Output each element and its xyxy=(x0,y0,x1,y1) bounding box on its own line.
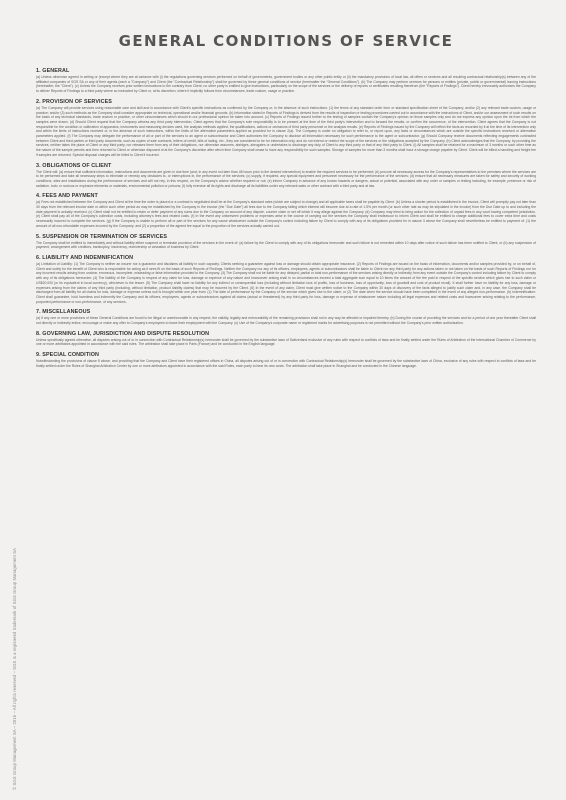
section-body: (a) Fees not established between the Company and Client at the time the order is placed or a contract is negotiated shall be at the Company's standard rates (which are subject to change) and all applicable taxes shall be payable by Client. (b) Unless a shorter period is established in the invoice, Client will promptly pay not later than 30 days from the relevant invoice date or within such other period as may be established by the Company in the invoice (the "Due Date") all fees due to the Company failing which interest will become due at a rate of 1.5% per month (or such other rate as may be stipulated in the invoice) from the Due Date up to and including the date payment is actually received. (c) Client shall not be entitled to retain or defer payment of any sums due to the Company on account of any dispute, counter claim or set off which it may allege against the Company. (d) Company may elect to bring action for the collection of unpaid fees in any court having competent jurisdiction. (e) Client shall pay all of the Company's collection costs, including attorney's fees and related costs. (f) In the event any unforeseen problems or expenses arise in the course of carrying out the services the Company shall endeavour to inform Client and shall be entitled to charge additional fees to cover extra time and costs necessarily incurred to complete the services. (g) If the Company is unable to perform all or part of the services for any cause whatsoever outside the Company's control including failure by Client to comply with any of its obligations provided for in clause 3 above the Company shall nevertheless be entitled to payment of: (1) the amount of all non-refundable expenses incurred by the Company; and (2) a proportion of the agreed fee equal to the proportion of the services actually carried out. xyxy=(36,200,536,228)
section-heading: 4. FEES AND PAYMENT xyxy=(36,193,98,200)
section-4 xyxy=(36,193,536,228)
section-2 xyxy=(36,99,536,158)
section-heading: 8. GOVERNING LAW, JURISDICTION AND DISPUTE RESOLUTION xyxy=(36,330,210,337)
section-body: (a) If any one or more provisions of these General Conditions are found to be illegal or unenforceable in any respect, the validity, legality and enforceability of the remaining provisions shall not in any way be affected or impaired thereby. (b) During the course of providing the services and for a period of one year thereafter Client shall not directly or indirectly entice, encourage or make any offer to Company's employees to leave their employment with the Company. (c) Use of the Company's corporate name or registered marks for advertising purposes is not permitted without the Company's prior written authorisation. xyxy=(36,316,536,326)
section-3 xyxy=(36,163,536,189)
section-body: The Company shall be entitled to immediately and without liability either suspend or terminate provision of the services in the event of: (a) failure by the Client to comply with any of its obligations hereunder and such failure is not remedied within 10 days after notice of such failure has been notified to Client; or (b) any suspension of payment, arrangement with creditors, bankruptcy, insolvency, receivership or cessation of business by Client. xyxy=(36,240,536,250)
document-title: GENERAL CONDITIONS OF SERVICE xyxy=(118,32,454,50)
section-heading: 5. SUSPENSION OR TERMINATION OF SERVICES xyxy=(36,233,168,240)
copyright-sidebar: © SGS Group Management SA – 2016 – All rights reserved – SGS is a registered trademark of SGS Group Management SA xyxy=(12,547,17,790)
section-heading: 2. PROVISION OF SERVICES xyxy=(36,98,112,105)
section-body: Notwithstanding the provisions of clause 8 above, and providing that the Company and Client have their registered offices in China, all disputes arising out of or in connection with Contractual Relationship(s) hereunder shall be governed by the substantive laws of China, exclusive of any rules with respect to conflicts of laws and be finally settled under the Rules of Shanghai Arbitration Center by one or more arbitrators appointed in accordance with the said Rules, each party to bear its own costs. The arbitration shall take place in Shanghai and be conducted in the Chinese language. xyxy=(36,359,536,368)
section-heading: 3. OBLIGATIONS OF CLIENT xyxy=(36,162,112,169)
section-body: (a) The Company will provide services using reasonable care and skill and in accordance with Client's specific instructions as confirmed by the Company or, in the absence of such instructions: (1) the terms of any standard order form or standard specification sheet of the Company; and/or (2) any relevant trade custom, usage or practice; and/or (3) such methods as the Company shall consider appropriate on technical, operational and/or financial grounds. (b) Information stated in Reports of Findings is derived from the results of inspection or testing procedures carried out in accordance with the instructions of Client, and/or our assessment of such results on the basis of any technical standards, trade custom or practice, or other circumstances which should in our professional opinion be taken into account. (c) Reports of Findings issued further to the testing of samples contain the Company's opinion on those samples only and do not express any opinion upon the lot from which the samples were drawn. (d) Should Client request that the Company witness any third party intervention, Client agrees that the Company's sole responsibility is to be present at the time of the third party's intervention and to forward the results, or confirm the occurrence, of the intervention. Client agrees that the Company is not responsible for the condition or calibration of apparatus, instruments and measuring devices used, the analysis methods applied, the qualifications, actions or omissions of third party personnel or the analysis results. (e) Reports of Findings issued by the Company will reflect the facts as recorded by it at the time of its intervention only and within the limits of instructions received or, in the absence of such instructions, within the limits of the alternative parameters applied as provided for in clause 2(a). The Company is under no obligation to refer to, or report upon, any facts or circumstances which are outside the specific instructions received or alternative parameters applied. (f) The Company may delegate the performance of all or part of the services to an agent or subcontractor and Client authorizes the Company to disclose all information necessary for such performance to the agent or subcontractor. (g) Should Company receive documents reflecting engagements contracted between Client and third parties or third party documents, such as copies of sale contracts, letters of credit, bills of lading, etc., they are considered to be for information only, and do not extend or restrict the scope of the services or the obligations accepted by the Company. (h) Client acknowledges that the Company, by providing the services, neither takes the place of Client or any third party, nor releases them from any of their obligations, nor otherwise assumes, abridges, abrogates or undertakes to discharge any duty of Client to any third party or that of any third party to Client. (i) All samples shall be retained for a maximum of 3 months or such other time as the nature of the sample permits and then returned to Client or otherwise disposed of at the Company's discretion after which time Company shall cease to have any responsibility for such samples. Storage of samples for more than 3 months shall incur a storage charge payable by Client. Client will be billed a handling and freight fee if samples are returned. Special disposal charges will be billed to Client if incurred. xyxy=(36,105,536,157)
section-9 xyxy=(36,352,536,368)
section-6 xyxy=(36,255,536,304)
section-body: (a) Limitation of Liability: (1) The Company is neither an insurer nor a guarantor and disclaims all liability in such capacity. Clients seeking a guarantee against loss or damage should obtain appropriate insurance. (2) Reports of Findings are issued on the basis of information, documents and/or samples provided by, or on behalf of, Client and solely for the benefit of Client who is responsible for acting as it sees fit on the basis of such Reports of Findings. Neither the Company nor any of its officers, employees, agents or subcontractors shall be liable to Client nor any third party for any actions taken or not taken on the basis of such Reports of Findings nor for any incorrect results arising from unclear, erroneous, incomplete, misleading or false information provided to the Company. (3) The Company shall not be liable for any delayed, partial or total non-performance of the services arising directly or indirectly from any event outside the Company's control including failure by Client to comply with any of its obligations hereunder. (4) The liability of the Company in respect of any claim for loss, damage or expense of any nature and howsoever arising shall in no circumstances exceed a total aggregate sum equal to 10 times the amount of the fee paid in respect of the specific service which gives rise to such claim or US$20,000 (or its equivalent in local currency), whichever is the lesser. (5) The Company shall have no liability for any indirect or consequential loss (including without limitation loss of profits, loss of business, loss of opportunity, loss of goodwill and cost of product recall). It shall further have no liability for any loss, damage or expenses arising from the claims of any third party (including, without limitation, product liability claims) that may be incurred by the Client. (6) In the event of any claim, Client must give written notice to the Company within 30 days of discovery of the facts alleged to justify such claim and, in any case, the Company shall be discharged from all liability for all claims for loss, damage or expense unless suit is brought within one year from: (1) The date of performance by the Company of the service which gives rise to the claim; or (2) The date when the service should have been completed in the event of any alleged non-performance. (b) Indemnification: Client shall guarantee, hold harmless and indemnify the Company and its officers, employees, agents or subcontractors against all claims (actual or threatened) by any third party for loss, damage or expense of whatsoever nature including all legal expenses and related costs and howsoever arising relating to the performance, purported performance or non-performance, of any services. xyxy=(36,261,536,304)
section-body: Unless specifically agreed otherwise, all disputes arising out of or in connection with Contractual Relationship(s) hereunder shall be governed by the substantive laws of Switzerland exclusive of any rules with respect to conflicts of laws and be finally settled under the Rules of Arbitration of the International Chamber of Commerce by one or more arbitrators appointed in accordance with the said rules. The arbitration shall take place in Paris (France) and be conducted in the English language. xyxy=(36,337,536,347)
section-7 xyxy=(36,309,536,325)
section-heading: 1. GENERAL xyxy=(36,68,70,74)
section-5 xyxy=(36,234,536,250)
section-body: (a) Unless otherwise agreed in writing or (except where they are at variance with (i) the regulations governing services performed on behalf of governments, government bodies or any other public entity or (ii) the mandatory provisions of local law, all offers or services and all resulting contractual relationship(s) between any of the affiliated companies of SGS SA or any of their agents (each a "Company") and Client (the "Contractual Relationship") shall be governed by these general conditions of service (hereinafter the "General Conditions"). (b) The Company may perform services for persons or entities (private, public or governmental) issuing instructions (hereinafter, the "Client"). (c) Unless the Company receives prior written instructions to the contrary from Client, no other party is entitled to give instructions, particularly on the scope of the services or the delivery of reports or certificates resulting therefrom (the "Reports of Findings"). Client hereby irrevocably authorizes the Company to deliver Reports of Findings to a third party where so instructed by Client or, at its discretion, where it implicitly follows from circumstances, trade custom, usage or practice. xyxy=(36,75,536,94)
section-heading: 7. MISCELLANEOUS xyxy=(36,309,91,316)
section-8 xyxy=(36,331,536,347)
section-1 xyxy=(36,68,536,94)
section-body: The Client will: (a) ensure that sufficient information, instructions and documents are given in due time (and, in any event not later than 48 hours prior to the desired intervention) to enable the required services to be performed; (b) procure all necessary access for the Company's representatives to the premises where the services are to be performed and take all necessary steps to eliminate or remedy any obstacles to, or interruptions in, the performance of the services; (c) supply, if required, any special equipment and personnel necessary for the performance of the services; (d) ensure that all necessary measures are taken for safety and security of working conditions, sites and installations during the performance of services and will not rely, in this respect, on the Company's advice whether required or not; (e) inform Company in advance of any known hazards or dangers, actual or potential, associated with any order or samples or testing including, for example, presence or risk of radiation, toxic or noxious or explosive elements or materials, environmental pollution or poisons; (f) fully exercise all its rights and discharge all its liabilities under any relevant sales or other contract with a third party and at law. xyxy=(36,169,536,188)
section-heading: 6. LIABILITY AND INDEMNIFICATION xyxy=(36,254,134,261)
section-heading: 9. SPECIAL CONDITION xyxy=(36,352,100,359)
sections-container xyxy=(36,68,536,369)
